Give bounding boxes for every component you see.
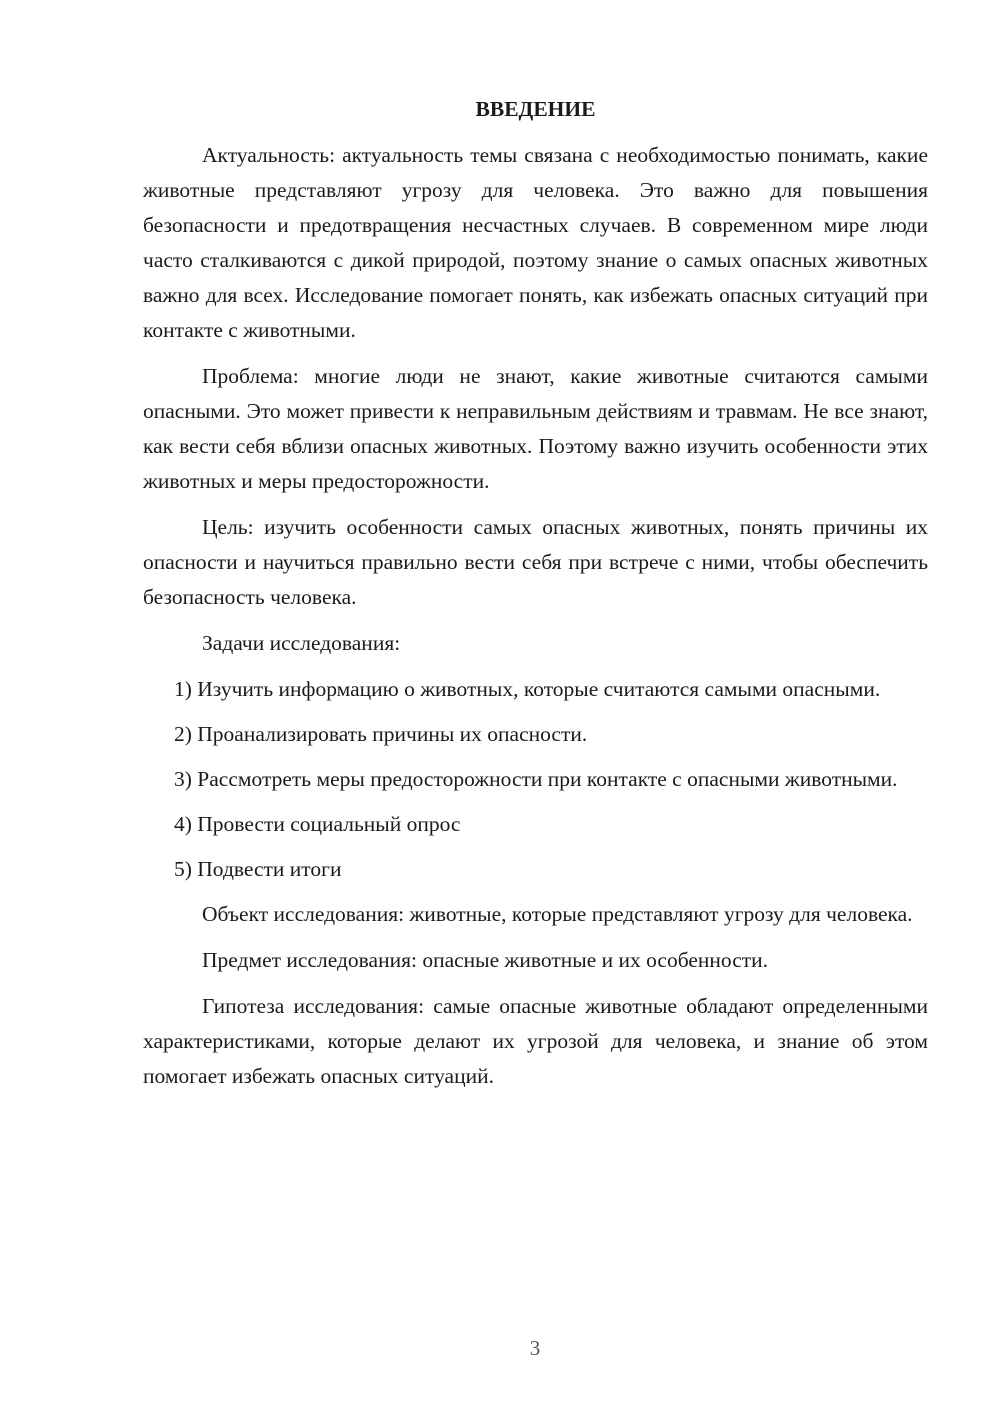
task-item-5: 5) Подвести итоги bbox=[174, 857, 342, 881]
page-number: 3 bbox=[529, 1336, 541, 1360]
task-item-1: 1) Изучить информацию о животных, которые считаются самыми опасными. bbox=[174, 677, 881, 701]
paragraph-problem: Проблема: многие люди не знают, какие животные считаются самыми опасными. Это может привести к неправильным действиям и травмам. Не все знают, как вести себя вблизи опасных животных. Поэтому важно изучить особенности этих животных и меры предосторожности. bbox=[143, 364, 928, 493]
task-item-4: 4) Провести социальный опрос bbox=[174, 812, 461, 836]
document-page bbox=[143, 92, 928, 1105]
task-item-3: 3) Рассмотреть меры предосторожности при контакте с опасными животными. bbox=[174, 767, 898, 791]
paragraph-hypothesis: Гипотеза исследования: самые опасные животные обладают определенными характеристиками, которые делают их угрозой для человека, и знание об этом помогает избежать опасных ситуаций. bbox=[143, 994, 928, 1088]
section-heading: ВВЕДЕНИЕ bbox=[475, 97, 596, 121]
paragraph-tasks-title: Задачи исследования: bbox=[202, 631, 401, 655]
paragraph-goal: Цель: изучить особенности самых опасных животных, понять причины их опасности и научиться правильно вести себя при встрече с ними, чтобы обеспечить безопасность человека. bbox=[143, 515, 928, 609]
paragraph-relevance: Актуальность: актуальность темы связана с необходимостью понимать, какие животные представляют угрозу для человека. Это важно для повышения безопасности и предотвращения несчастных случаев. В современном мире люди часто сталкиваются с дикой природой, поэтому знание о самых опасных животных важно для всех. Исследование помогает понять, как избежать опасных ситуаций при контакте с животными. bbox=[143, 143, 928, 342]
paragraph-subject: Предмет исследования: опасные животные и их особенности. bbox=[202, 948, 769, 972]
paragraph-object: Объект исследования: животные, которые представляют угрозу для человека. bbox=[202, 902, 913, 926]
task-item-2: 2) Проанализировать причины их опасности. bbox=[174, 722, 588, 746]
